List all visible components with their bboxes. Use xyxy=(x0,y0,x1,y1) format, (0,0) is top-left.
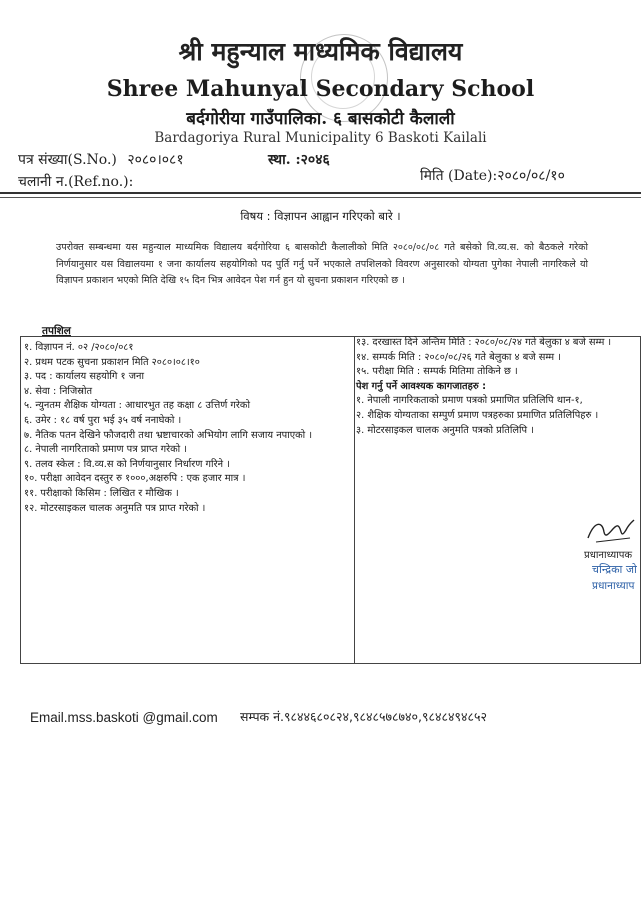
address-english: Bardagoriya Rural Municipality 6 Baskoti Kailali xyxy=(154,130,487,146)
detail-item: १५. परीक्षा मिति : सम्पर्क मितिमा तोकिने छ । xyxy=(356,366,518,378)
school-name-nepali: श्री महुन्याल माध्यमिक विद्यालय xyxy=(178,37,463,66)
document-item: २. शैक्षिक योग्यताका सम्पुर्ण प्रमाण पत्रहरुका प्रमाणित प्रतिलिपिहरु । xyxy=(356,409,599,421)
details-left-column xyxy=(24,341,350,516)
notice-paragraph: उपरोक्त सम्बन्धमा यस महुन्याल माध्यमिक विद्यालय बर्दगोरिया ६ बासकोटी कैलालीको मिति २०८०/०८/०८ गते बसेको वि.व्य.स. को बैठकले गरेको निर्णयानुसार यस विद्यालयमा १ जना कार्यालय सहयोगिको पद पुर्ति गर्नु पर्ने भएकाले तपशिलको विवरण अनुसारको योग्यता पुगेका नेपाली नागरिकले यो विज्ञापन प्रकाशन भएको मिति देखि १५ दिन भित्र आवेदन पेश गर्न हुन यो सुचना प्रकाशन गरिएको छ । xyxy=(56,242,588,286)
established-year: स्था. :२०४६ xyxy=(268,152,330,168)
reference-number: चलानी न.(Ref.no.): xyxy=(18,174,134,190)
document-item: ३. मोटरसाइकल चालक अनुमति पत्रको प्रतिलिपि । xyxy=(356,424,534,436)
detail-item: ११. परीक्षाको किसिम : लिखित र मौखिक । xyxy=(24,487,179,499)
detail-item: ५. न्युनतम शैक्षिक योग्यता : आधारभुत तह कक्षा ८ उत्तिर्ण गरेको xyxy=(24,400,250,412)
detail-item: २. प्रथम पटक सुचना प्रकाशन मिति २०८०।०८।१० xyxy=(24,356,200,368)
serial-number xyxy=(18,150,184,169)
signatory-position: प्रधानाध्याप xyxy=(592,580,635,592)
address-nepali: बर्दगोरीया गाउँपालिका. ६ बासकोटी कैलाली xyxy=(186,109,455,129)
detail-item: १३. दरखास्त दिने अन्तिम मिति : २०८०/०८/२४ गते बेलुका ४ बजे सम्म । xyxy=(356,337,612,348)
footer-email: Email.mss.baskoti @gmail.com xyxy=(30,710,218,725)
detail-item: ७. नैतिक पतन देखिने फौजदारी तथा भ्रष्टाचारको अभियोग लागि सजाय नपाएको । xyxy=(24,429,313,441)
footer-phone: सम्पक नं.९८४४६८०८२४,९८४८५७८७४०,९८४८४९४८५२ xyxy=(240,709,487,724)
detail-item: १२. मोटरसाइकल चालक अनुमति पत्र प्राप्त गरेको । xyxy=(24,502,206,514)
table-column-divider xyxy=(354,336,355,664)
date-label: मिति (Date): xyxy=(420,168,498,184)
signatory-title: प्रधानाध्यापक xyxy=(584,550,633,561)
header-rule-thin xyxy=(0,197,641,198)
document-item: १. नेपाली नागरिकताको प्रमाण पत्रको प्रमाणित प्रतिलिपि थान-१, xyxy=(356,395,583,407)
detail-item: १. विज्ञापन नं. ०२ /२०८०/०८१ xyxy=(24,342,134,353)
detail-item: ९. तलव स्केल : वि.व्य.स को निर्णयानुसार निर्धारण गरिने । xyxy=(24,458,230,470)
school-name-english: Shree Mahunyal Secondary School xyxy=(106,76,535,102)
detail-item: ३. पद : कार्यालय सहयोगि १ जना xyxy=(24,371,145,383)
detail-item: ४. सेवा : निजिस्रोत xyxy=(24,385,93,397)
subject-line: विषय : विज्ञापन आह्वान गरिएको बारे । xyxy=(240,209,401,223)
serial-label: पत्र संख्या(S.No.) xyxy=(18,152,117,168)
letter-date xyxy=(420,166,565,185)
handwritten-signature xyxy=(584,516,636,546)
detail-item: ६. उमेर : १८ वर्ष पुरा भई ३५ वर्ष ननाघेको । xyxy=(24,414,182,426)
header-rule-thick xyxy=(0,192,641,194)
details-right-column xyxy=(356,336,618,438)
schedule-heading: तपशिल xyxy=(42,325,71,337)
detail-item: ८. नेपाली नागरिताको प्रमाण पत्र प्राप्त गरेको । xyxy=(24,444,187,456)
serial-value: २०८०।०८१ xyxy=(127,152,184,168)
detail-item: १४. सम्पर्क मिति : २०८०/०८/२६ गते बेलुका ४ बजे सम्म । xyxy=(356,351,561,363)
signatory-name: चन्द्रिका जो xyxy=(592,563,637,576)
scan-bleed xyxy=(0,0,200,30)
documents-heading: पेश गर्नु पर्ने आवश्यक कागजातहरु : xyxy=(356,380,487,392)
detail-item: १०. परीक्षा आवेदन दस्तुर रु १०००,अक्षरुपि : एक हजार मात्र । xyxy=(24,473,246,485)
date-value: २०८०/०८/१० xyxy=(497,168,565,184)
